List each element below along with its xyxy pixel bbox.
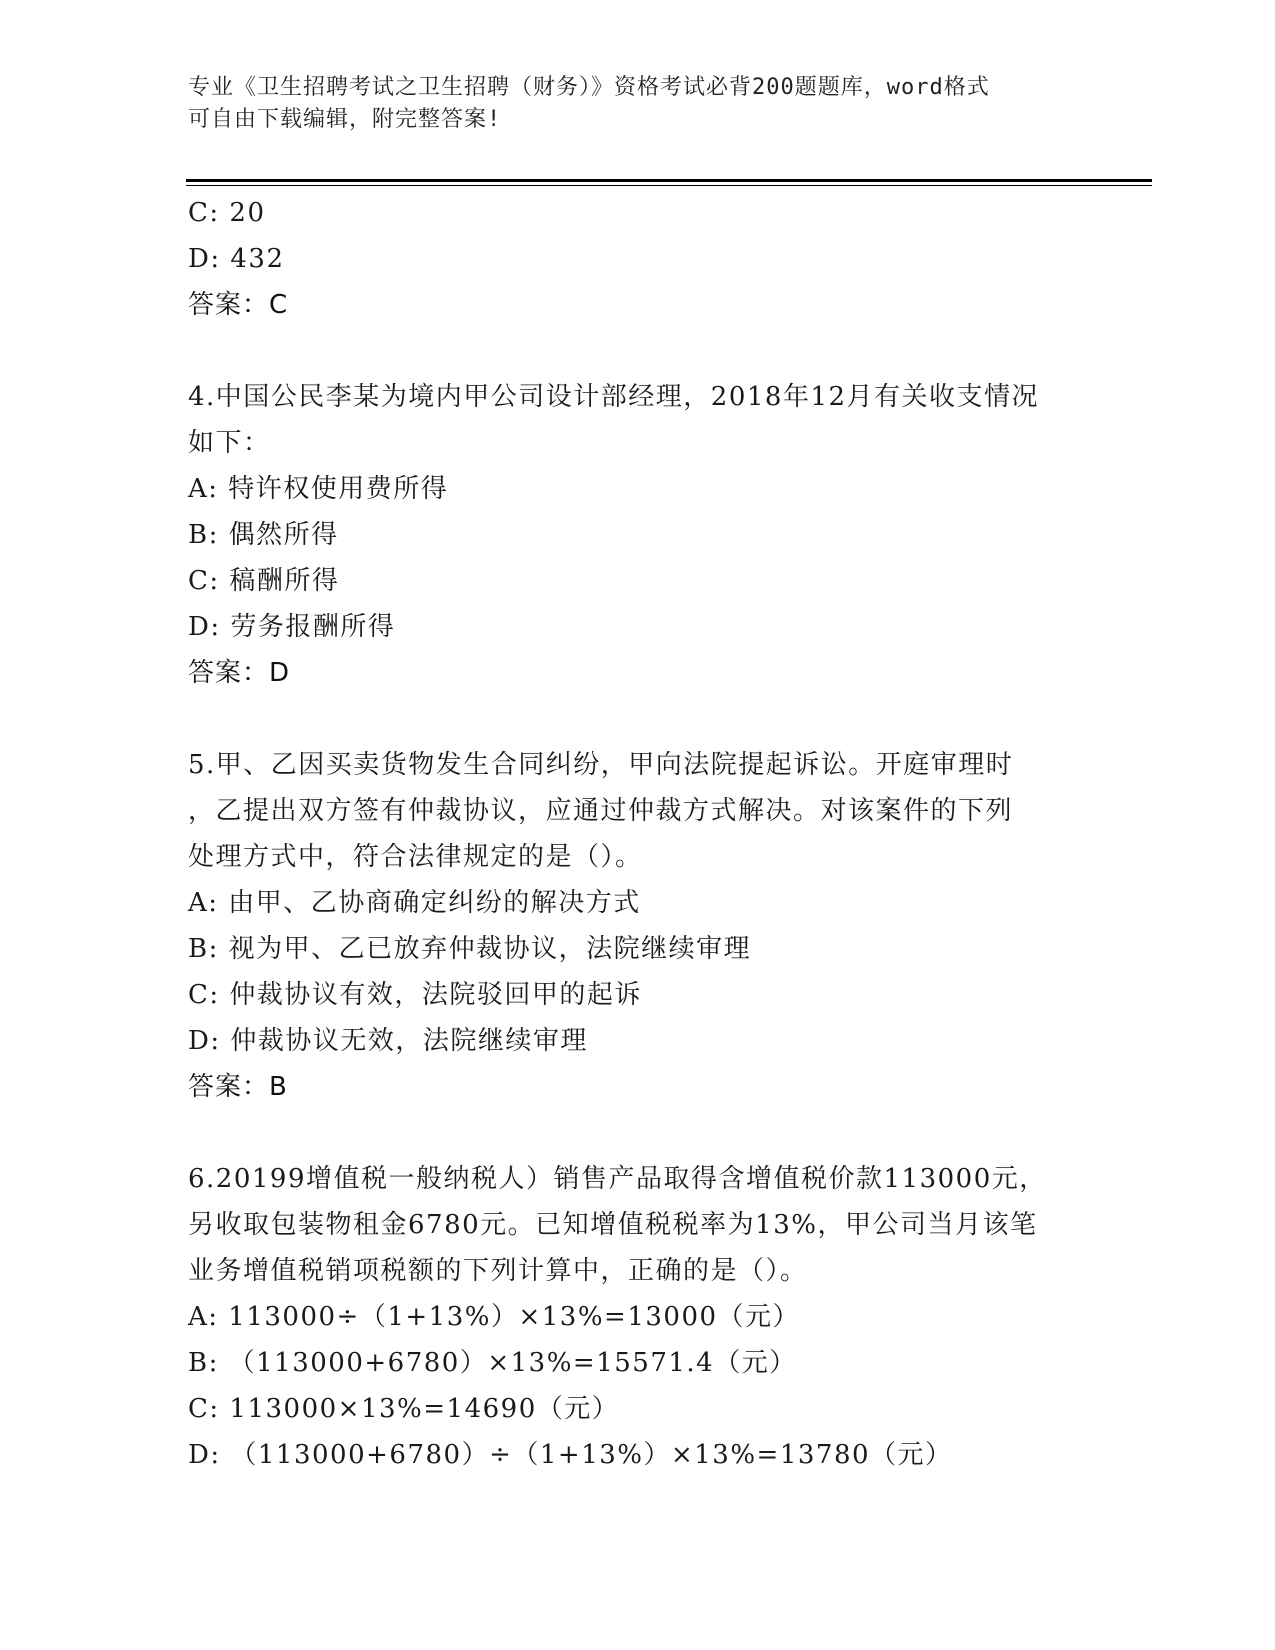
q4-option-b: B: 偶然所得 <box>188 520 339 550</box>
q5-stem-line-3: 处理方式中，符合法律规定的是（）。 <box>188 842 643 872</box>
q6-stem-line-1: 6.20199增值税一般纳税人）销售产品取得含增值税价款113000元， <box>188 1164 1047 1194</box>
q4-stem-line-1: 4.中国公民李某为境内甲公司设计部经理，2018年12月有关收支情况 <box>188 382 1040 412</box>
q6-option-a: A: 113000÷（1+13%）×13%=13000（元） <box>188 1302 801 1332</box>
q5-stem-line-1: 5.甲、乙因买卖货物发生合同纠纷，甲向法院提起诉讼。开庭审理时 <box>188 750 1014 780</box>
q4-stem-line-2: 如下： <box>188 428 271 458</box>
header-title-line-2: 可自由下载编辑，附完整答案! <box>188 107 502 132</box>
q4-option-a: A: 特许权使用费所得 <box>188 474 449 504</box>
q4-answer: 答案：D <box>188 658 291 688</box>
q5-option-d: D: 仲裁协议无效，法院继续审理 <box>188 1026 588 1056</box>
q5-option-b: B: 视为甲、乙已放弃仲裁协议，法院继续审理 <box>188 934 752 964</box>
question-3-tail <box>188 190 1088 328</box>
header-title-line-1: 专业《卫生招聘考试之卫生招聘（财务）》资格考试必背200题题库，word格式 <box>188 75 990 100</box>
question-4 <box>188 374 1088 696</box>
q6-option-c: C: 113000×13%=14690（元） <box>188 1394 620 1424</box>
document-body <box>188 190 1088 1478</box>
q5-answer: 答案：B <box>188 1072 288 1102</box>
spacer <box>188 696 1088 742</box>
q4-option-c: C: 稿酬所得 <box>188 566 340 596</box>
q6-option-b: B: （113000+6780）×13%=15571.4（元） <box>188 1348 797 1378</box>
q5-stem-line-2: ，乙提出双方签有仲裁协议，应通过仲裁方式解决。对该案件的下列 <box>188 796 1014 826</box>
q3-option-c: C: 20 <box>188 198 266 228</box>
question-6 <box>188 1156 1088 1478</box>
q5-option-a: A: 由甲、乙协商确定纠纷的解决方式 <box>188 888 641 918</box>
header-rule-thin <box>186 185 1152 186</box>
q6-option-d: D: （113000+6780）÷（1+13%）×13%=13780（元） <box>188 1440 953 1470</box>
question-5 <box>188 742 1088 1110</box>
q3-answer: 答案：C <box>188 290 289 320</box>
q6-stem-line-3: 业务增值税销项税额的下列计算中，正确的是（）。 <box>188 1256 808 1286</box>
q6-stem-line-2: 另收取包装物租金6780元。已知增值税税率为13%，甲公司当月该笔 <box>188 1210 1038 1240</box>
page-header <box>188 72 1068 136</box>
q3-option-d: D: 432 <box>188 244 285 274</box>
q4-option-d: D: 劳务报酬所得 <box>188 612 396 642</box>
spacer <box>188 1110 1088 1156</box>
q5-option-c: C: 仲裁协议有效，法院驳回甲的起诉 <box>188 980 642 1010</box>
header-rule-thick <box>186 179 1152 182</box>
spacer <box>188 328 1088 374</box>
